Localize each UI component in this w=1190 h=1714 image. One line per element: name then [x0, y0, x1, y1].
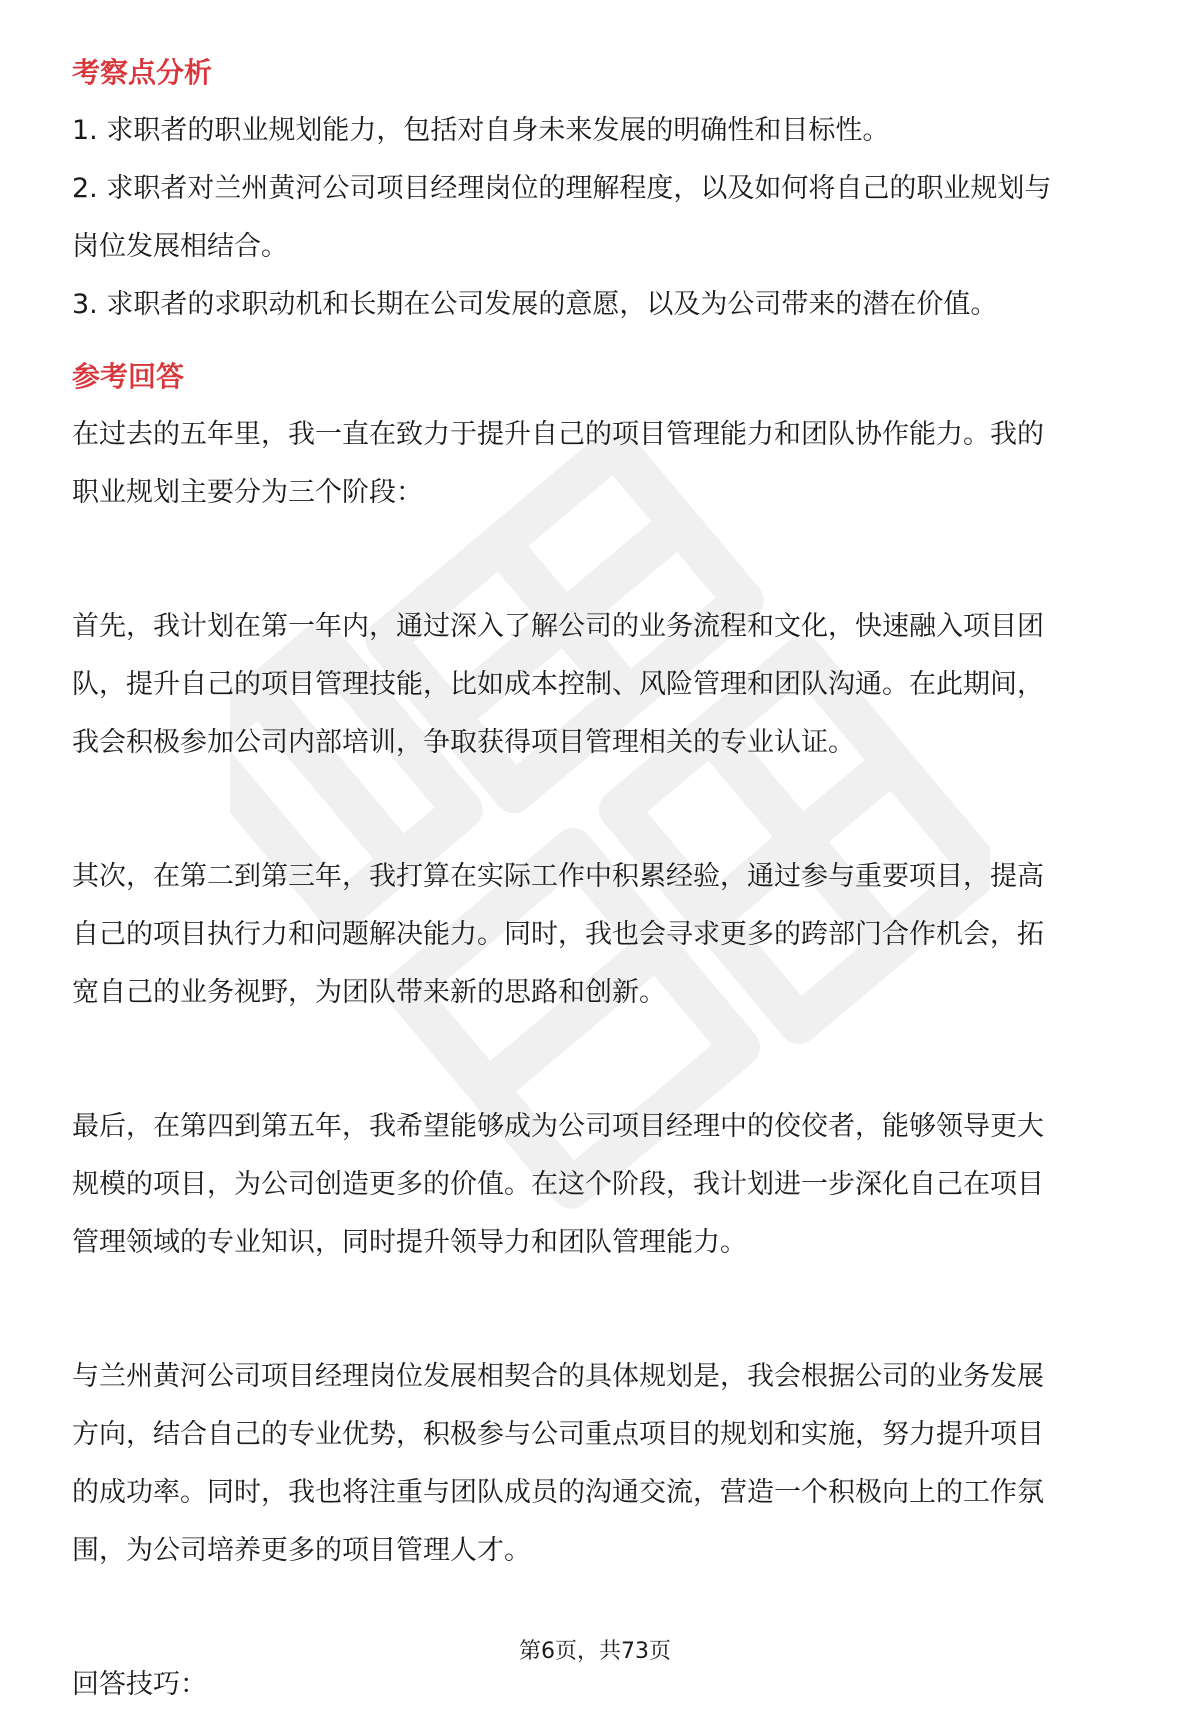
answer-intro-line: 在过去的五年里，我一直在致力于提升自己的项目管理能力和团队协作能力。我的 — [72, 419, 1044, 450]
document-page — [72, 44, 1118, 1714]
answer-paragraph-line: 队，提升自己的项目管理技能，比如成本控制、风险管理和团队沟通。在此期间， — [72, 669, 1044, 700]
answer-paragraph-line: 首先，我计划在第一年内，通过深入了解公司的业务流程和文化，快速融入项目团 — [72, 611, 1044, 642]
answer-paragraph-line: 最后，在第四到第五年，我希望能够成为公司项目经理中的佼佼者，能够领导更大 — [72, 1111, 1044, 1142]
answer-paragraph-line: 方向，结合自己的专业优势，积极参与公司重点项目的规划和实施，努力提升项目 — [72, 1419, 1044, 1450]
paragraph-gap — [72, 1272, 1118, 1330]
tips-label: 回答技巧： — [72, 1669, 207, 1700]
answer-paragraph-line: 与兰州黄河公司项目经理岗位发展相契合的具体规划是，我会根据公司的业务发展 — [72, 1361, 1044, 1392]
page-number: 第6页，共73页 — [519, 1639, 671, 1664]
analysis-line: 3. 求职者的求职动机和长期在公司发展的意愿，以及为公司带来的潜在价值。 — [72, 289, 998, 320]
answer-paragraph-line: 宽自己的业务视野，为团队带来新的思路和创新。 — [72, 977, 666, 1008]
paragraph-gap — [72, 1022, 1118, 1080]
analysis-line: 2. 求职者对兰州黄河公司项目经理岗位的理解程度，以及如何将自己的职业规划与 — [72, 173, 1052, 204]
analysis-line: 1. 求职者的职业规划能力，包括对自身未来发展的明确性和目标性。 — [72, 115, 890, 146]
section-title-analysis: 考察点分析 — [72, 56, 213, 89]
answer-paragraph-line: 管理领域的专业知识，同时提升领导力和团队管理能力。 — [72, 1227, 747, 1258]
paragraph-gap — [72, 522, 1118, 580]
paragraph-gap — [72, 772, 1118, 830]
answer-paragraph-line: 规模的项目，为公司创造更多的价值。在这个阶段，我计划进一步深化自己在项目 — [72, 1169, 1044, 1200]
paragraph-gap — [72, 1580, 1118, 1638]
analysis-line: 岗位发展相结合。 — [72, 231, 288, 262]
answer-intro-line: 职业规划主要分为三个阶段： — [72, 477, 423, 508]
answer-paragraph-line: 自己的项目执行力和问题解决能力。同时，我也会寻求更多的跨部门合作机会，拓 — [72, 919, 1044, 950]
answer-paragraph-line: 我会积极参加公司内部培训，争取获得项目管理相关的专业认证。 — [72, 727, 855, 758]
answer-paragraph-line: 的成功率。同时，我也将注重与团队成员的沟通交流，营造一个积极向上的工作氛 — [72, 1477, 1044, 1508]
answer-paragraph-line: 其次，在第二到第三年，我打算在实际工作中积累经验，通过参与重要项目，提高 — [72, 861, 1044, 892]
section-title-reference-answer: 参考回答 — [72, 360, 185, 393]
answer-paragraph-line: 围，为公司培养更多的项目管理人才。 — [72, 1535, 531, 1566]
